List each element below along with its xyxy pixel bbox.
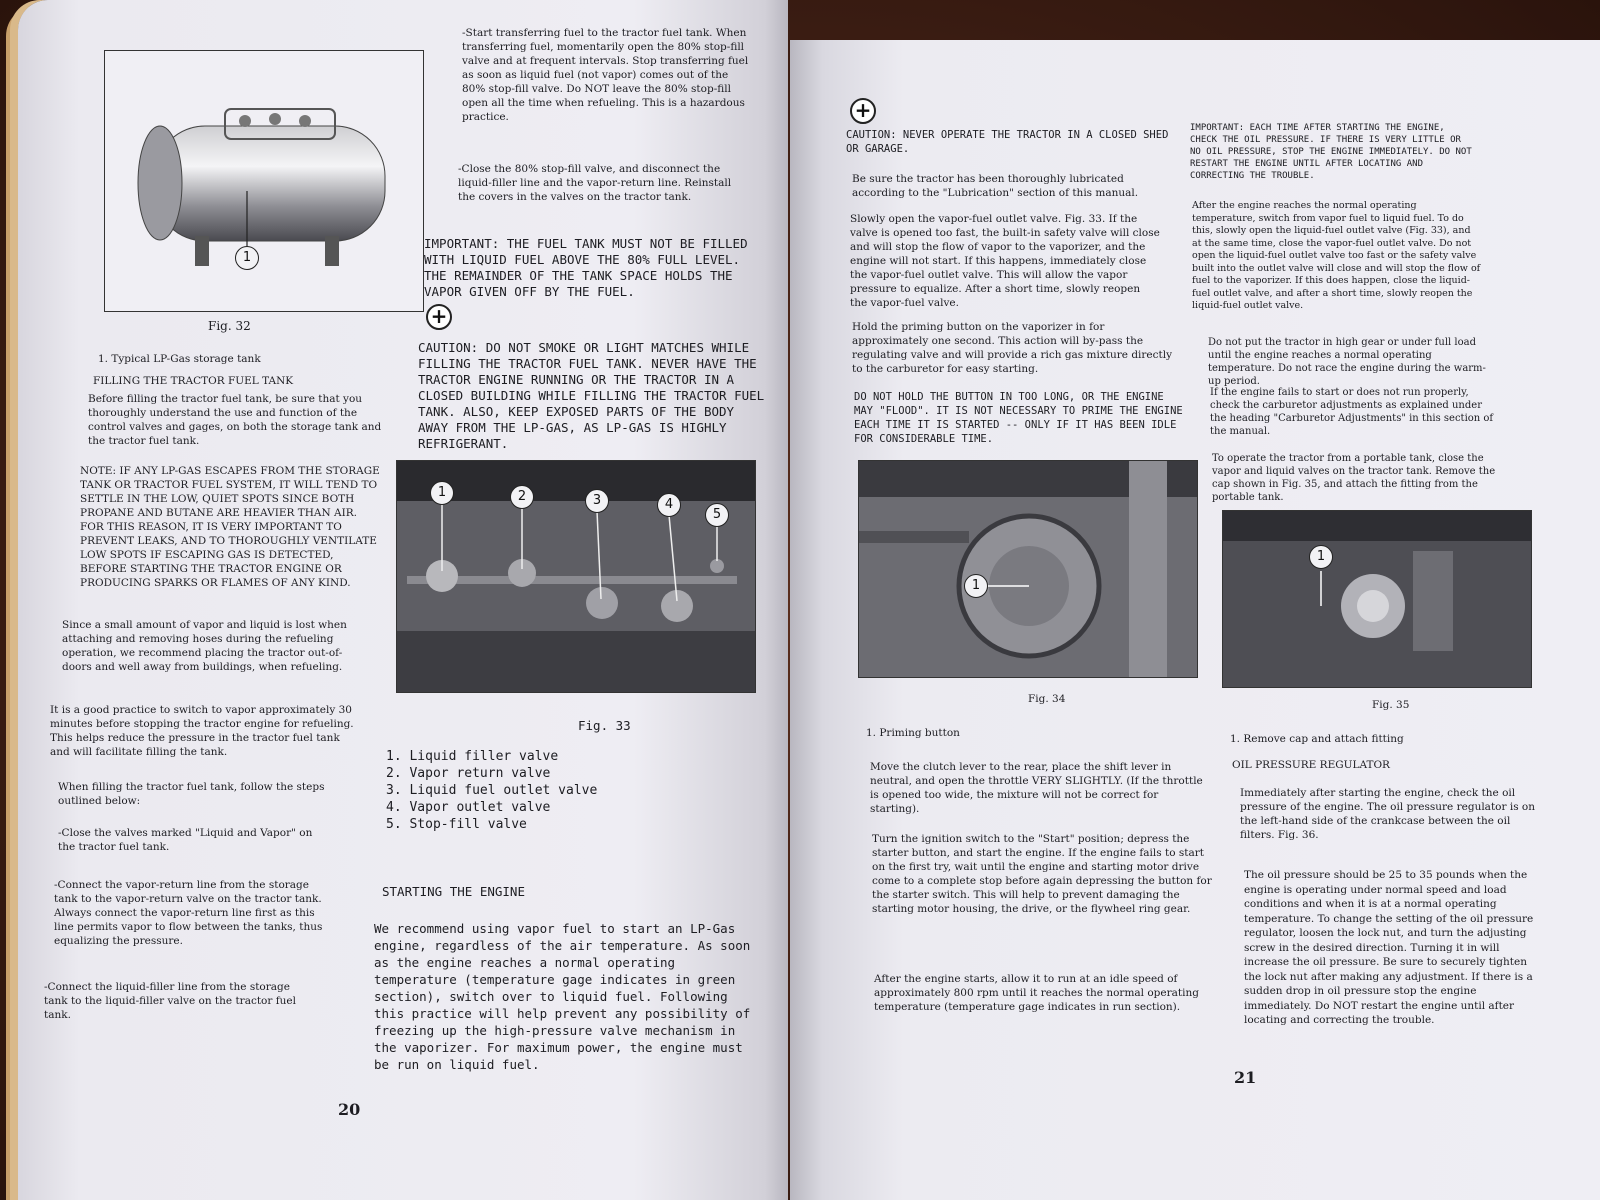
fig34-callout-1: 1 <box>964 574 988 598</box>
fig32-frame <box>104 50 424 312</box>
legend-item: 5. Stop-fill valve <box>386 817 527 832</box>
para-oil-check: Immediately after starting the engine, check the oil pressure of the engine. The oil pressure regulator is on the left-hand side of the crankcase between the oil filters. Fig. 36. <box>1240 787 1536 841</box>
important-fuel-level: IMPORTANT: THE FUEL TANK MUST NOT BE FILLED WITH LIQUID FUEL ABOVE THE 80% FULL LEVEL. THE REMAINDER OF THE TANK SPACE HOLDS THE VAPOR GIVEN OFF BY THE FUEL. <box>424 236 748 299</box>
para-high-gear: Do not put the tractor in high gear or under full load until the engine reaches a normal operating temperature. Do not race the engine during the warm-up period. <box>1208 337 1486 387</box>
para-oil-pressure: The oil pressure should be 25 to 35 pounds when the engine is operating under normal speed and load conditions and when it is at a normal operating temperature. To change the setting of the oil pressure regulator, loosen the lock nut, and turn the adjusting screw in the desired direction. Turning it in will increase the oil pressure. Be sure to securely tighten the lock nut after making any adjustment. If there is a sudden drop in oil pressure stop the engine immediately. Do NOT restart the engine until after locating and correcting the trouble. <box>1244 869 1534 1026</box>
step-close-stopfill: -Close the 80% stop-fill valve, and disconnect the liquid-filler line and the vapor-return line. Reinstall the covers in the valves on the tractor tank. <box>458 163 732 203</box>
fig33-callout-2: 2 <box>510 485 534 509</box>
heading-oil-regulator: OIL PRESSURE REGULATOR <box>1232 759 1390 771</box>
para-before-filling: Before filling the tractor fuel tank, be sure that you thoroughly understand the use and function of the control valves and gages, on both the storage tank and the tractor fuel tank. <box>88 393 382 447</box>
legend-item: 4. Vapor outlet valve <box>386 800 551 815</box>
fig33-callout-1: 1 <box>430 481 454 505</box>
para-portable-tank: To operate the tractor from a portable tank, close the vapor and liquid valves on the tractor tank. Remove the cap shown in Fig. 35, and attach the fitting from the portable tank. <box>1212 453 1496 503</box>
para-lubricated: Be sure the tractor has been thoroughly lubricated according to the "Lubrication" section of this manual. <box>852 173 1139 199</box>
caution-icon-right: + <box>850 98 876 124</box>
fig32-legend: 1. Typical LP-Gas storage tank <box>98 353 261 365</box>
fig33-callout-5: 5 <box>705 503 729 527</box>
fig34-caption: Fig. 34 <box>1028 693 1066 705</box>
para-priming: Hold the priming button on the vaporizer in for approximately one second. This action will by-pass the regulating valve and will provide a rich gas mixture directly to the carburetor for easy starting. <box>852 321 1173 375</box>
fitting-photo <box>1223 511 1532 688</box>
fig33-callout-3: 3 <box>585 489 609 513</box>
para-slowly-open: Slowly open the vapor-fuel outlet valve. Fig. 33. If the valve is opened too fast, the built-in safety valve will close and will stop the flow of vapor to the vaporizer, and the engine will not start. If this happens, immediately close the vapor-fuel outlet valve. This will allow the vapor pressure to equalize. After a short time, slowly reopen the vapor-fuel valve. <box>850 213 1160 309</box>
para-small-amount: Since a small amount of vapor and liquid is lost when attaching and removing hoses during the refueling operation, we recommend placing the tractor out-of-doors and well away from buildings, when refueling. <box>62 619 347 673</box>
step-connect-return: -Connect the vapor-return line from the storage tank to the vapor-return valve on the tractor tank. Always connect the vapor-return line first as this line permits vapor to flow between the tanks, thus equalizing the pressure. <box>54 879 323 947</box>
fig34-photo <box>858 460 1198 678</box>
caution-closed-shed: CAUTION: NEVER OPERATE THE TRACTOR IN A CLOSED SHED OR GARAGE. <box>846 129 1169 155</box>
caution-smoking: CAUTION: DO NOT SMOKE OR LIGHT MATCHES WHILE FILLING THE TRACTOR FUEL TANK. NEVER HAVE THE TRACTOR ENGINE RUNNING OR THE TRACTOR IN A CLOSED BUILDING WHILE FILLING THE TRACTOR FUEL TANK. ALSO, KEEP EXPOSED PARTS OF THE BODY AWAY FROM THE LP-GAS, AS LP-GAS IS HIGHLY REFRIGERANT. <box>418 340 765 451</box>
fig33-callout-4: 4 <box>657 493 681 517</box>
para-good-practice: It is a good practice to switch to vapor approximately 30 minutes before stopping the tractor engine for refueling. This helps reduce the pressure in the tractor fuel tank and will facilitate filling the tank. <box>50 704 354 758</box>
heading-filling: FILLING THE TRACTOR FUEL TANK <box>93 375 294 387</box>
fig32-caption: Fig. 32 <box>208 319 251 333</box>
warning-hold-button: DO NOT HOLD THE BUTTON IN TOO LONG, OR THE ENGINE MAY "FLOOD". IT IS NOT NECESSARY TO PRIME THE ENGINE EACH TIME IT IS STARTED -- ONLY IF IT HAS BEEN IDLE FOR CONSIDERABLE TIME. <box>854 391 1183 445</box>
para-after-starts: After the engine starts, allow it to run at an idle speed of approximately 800 rpm until it reaches the normal operating temperature (temperature gage indicates in run section). <box>874 973 1199 1013</box>
fig32-callout-1: 1 <box>235 246 259 270</box>
fig34-legend: 1. Priming button <box>866 727 960 739</box>
fig33-photo <box>396 460 756 693</box>
fig33-caption: Fig. 33 <box>578 718 631 733</box>
heading-starting-engine: STARTING THE ENGINE <box>382 884 525 899</box>
left-page <box>18 0 788 1200</box>
para-vapor-recommend: We recommend using vapor fuel to start an LP-Gas engine, regardless of the air temperature. As soon as the engine reaches a normal operating temperature (temperature gage indicates in green section), switch over to liquid fuel. Following this practice will help prevent any possibility of freezing up the high-pressure valve mechanism in the vaporizer. For maximum power, the engine must be run on liquid fuel. <box>374 921 751 1072</box>
step-connect-filler: -Connect the liquid-filler line from the storage tank to the liquid-filler valve on the tractor fuel tank. <box>44 981 296 1021</box>
para-steps-intro: When filling the tractor fuel tank, follow the steps outlined below: <box>58 781 325 807</box>
legend-item: 1. Liquid filler valve <box>386 749 559 764</box>
step-start-transfer: -Start transferring fuel to the tractor fuel tank. When transferring fuel, momentarily open the 80% stop-fill valve and at frequent intervals. Stop transferring fuel as soon as liquid fuel (not vapor) comes out of the 80% stop-fill valve. Do NOT leave the 80% stop-fill open all the time when refueling. This is a hazardous practice. <box>462 27 749 123</box>
lp-gas-tank-illustration <box>105 51 423 311</box>
para-clutch: Move the clutch lever to the rear, place the shift lever in neutral, and open the throttle VERY SLIGHTLY. (If the throttle is opened too wide, the mixture will not be correct for starting). <box>870 761 1203 815</box>
step-close-valves: -Close the valves marked "Liquid and Vapor" on the tractor fuel tank. <box>58 827 313 853</box>
fig35-legend: 1. Remove cap and attach fitting <box>1230 733 1404 745</box>
fig33-legend <box>386 748 597 833</box>
legend-item: 2. Vapor return valve <box>386 766 551 781</box>
vaporizer-photo <box>859 461 1198 678</box>
important-oil-pressure: IMPORTANT: EACH TIME AFTER STARTING THE ENGINE, CHECK THE OIL PRESSURE. IF THERE IS VERY LITTLE OR NO OIL PRESSURE, STOP THE ENGINE IMMEDIATELY. DO NOT RESTART THE ENGINE UNTIL AFTER LOCATING AND CORRECTING THE TROUBLE. <box>1190 123 1472 181</box>
page-number-right: 21 <box>1234 1068 1257 1087</box>
right-page <box>790 40 1600 1200</box>
para-ignition: Turn the ignition switch to the "Start" position; depress the starter button, and start the engine. If the engine fails to start on the first try, wait until the engine and starting motor drive come to a complete stop before again depressing the button for the starter switch. This will help to prevent damaging the starting motor housing, the drive, or the flywheel ring gear. <box>872 833 1212 915</box>
fig35-callout-1: 1 <box>1309 545 1333 569</box>
legend-item: 3. Liquid fuel outlet valve <box>386 783 598 798</box>
fig35-caption: Fig. 35 <box>1372 699 1410 711</box>
note-lp-gas: NOTE: IF ANY LP-GAS ESCAPES FROM THE STORAGE TANK OR TRACTOR FUEL SYSTEM, IT WILL TEND TO SETTLE IN THE LOW, QUIET SPOTS SINCE BOTH PROPANE AND BUTANE ARE HEAVIER THAN AIR. FOR THIS REASON, IT IS VERY IMPORTANT TO PREVENT LEAKS, AND TO THOROUGHLY VENTILATE LOW SPOTS IF ESCAPING GAS IS DETECTED, BEFORE STARTING THE TRACTOR ENGINE OR PRODUCING SPARKS OR FLAMES OF ANY KIND. <box>80 465 380 589</box>
para-fails-start: If the engine fails to start or does not run properly, check the carburetor adjustments as explained under the heading "Carburetor Adjustments" in this section of the manual. <box>1210 387 1494 437</box>
caution-icon-left: + <box>426 304 452 330</box>
page-number-left: 20 <box>338 1100 361 1119</box>
para-after-normal: After the engine reaches the normal operating temperature, switch from vapor fuel to liquid fuel. To do this, slowly open the liquid-fuel outlet valve (Fig. 33), and at the same time, close the vapor-fuel outlet valve. Do not open the liquid-fuel outlet valve too fast or the safety valve built into the outlet valve will close and will stop the flow of fuel to the vaporizer. If this does happen, close the liquid-fuel outlet valve, and after a short time, slowly reopen the liquid-fuel outlet valve. <box>1192 200 1481 311</box>
fig35-photo <box>1222 510 1532 688</box>
